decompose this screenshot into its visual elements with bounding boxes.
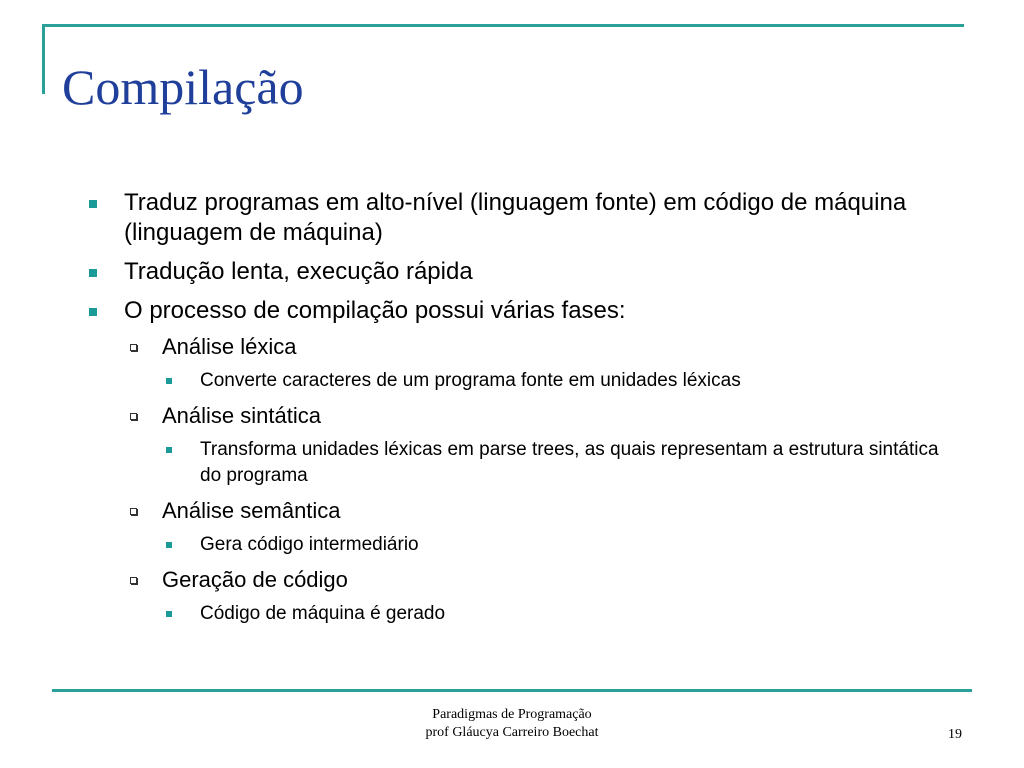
slide-title: Compilação	[62, 59, 304, 115]
hollow-square-bullet-icon	[130, 413, 137, 420]
sub-sub-bullet-item	[0, 437, 1024, 489]
bullet-item	[0, 296, 1024, 326]
filled-square-bullet-icon	[89, 308, 97, 316]
sub-bullet-text: Análise semântica	[162, 498, 341, 523]
filled-square-bullet-icon	[166, 378, 172, 384]
filled-square-bullet-icon	[89, 269, 97, 277]
footer-course-name: Paradigmas de Programação	[432, 707, 592, 722]
sub-bullet-item	[0, 402, 1024, 430]
sub-sub-bullet-text: Converte caracteres de um programa fonte em unidades léxicas	[200, 370, 741, 391]
sub-sub-bullet-item	[0, 601, 1024, 627]
sub-bullet-item	[0, 333, 1024, 361]
hollow-square-bullet-icon	[130, 508, 137, 515]
filled-square-bullet-icon	[166, 447, 172, 453]
sub-sub-bullet-item	[0, 368, 1024, 394]
bullet-item	[0, 188, 1024, 248]
left-accent-line	[42, 24, 45, 94]
footer-author: prof Gláucya Carreiro Boechat	[425, 725, 599, 740]
hollow-square-bullet-icon	[130, 344, 137, 351]
footer-divider	[52, 689, 972, 692]
filled-square-bullet-icon	[166, 542, 172, 548]
filled-square-bullet-icon	[166, 611, 172, 617]
bullet-text: O processo de compilação possui várias fases:	[124, 297, 626, 324]
bullet-item	[0, 257, 1024, 287]
sub-bullet-text: Geração de código	[162, 567, 348, 592]
sub-bullet-item	[0, 497, 1024, 525]
bullet-list	[0, 188, 1024, 635]
sub-sub-bullet-text: Código de máquina é gerado	[200, 603, 446, 624]
sub-sub-bullet-text: Gera código intermediário	[200, 534, 419, 555]
hollow-square-bullet-icon	[130, 577, 137, 584]
top-accent-line	[42, 24, 964, 27]
bullet-text: Traduz programas em alto-nível (linguagem fonte) em código de máquina (linguagem de máquina)	[124, 189, 907, 246]
sub-bullet-text: Análise léxica	[162, 334, 297, 359]
sub-sub-bullet-item	[0, 532, 1024, 558]
filled-square-bullet-icon	[89, 200, 97, 208]
bullet-text: Tradução lenta, execução rápida	[124, 258, 473, 285]
sub-bullet-text: Análise sintática	[162, 403, 321, 428]
footer-caption	[312, 706, 712, 742]
sub-sub-bullet-text: Transforma unidades léxicas em parse trees, as quais representam a estrutura sintática do programa	[200, 439, 939, 486]
sub-bullet-item	[0, 566, 1024, 594]
page-number: 19	[948, 727, 962, 742]
